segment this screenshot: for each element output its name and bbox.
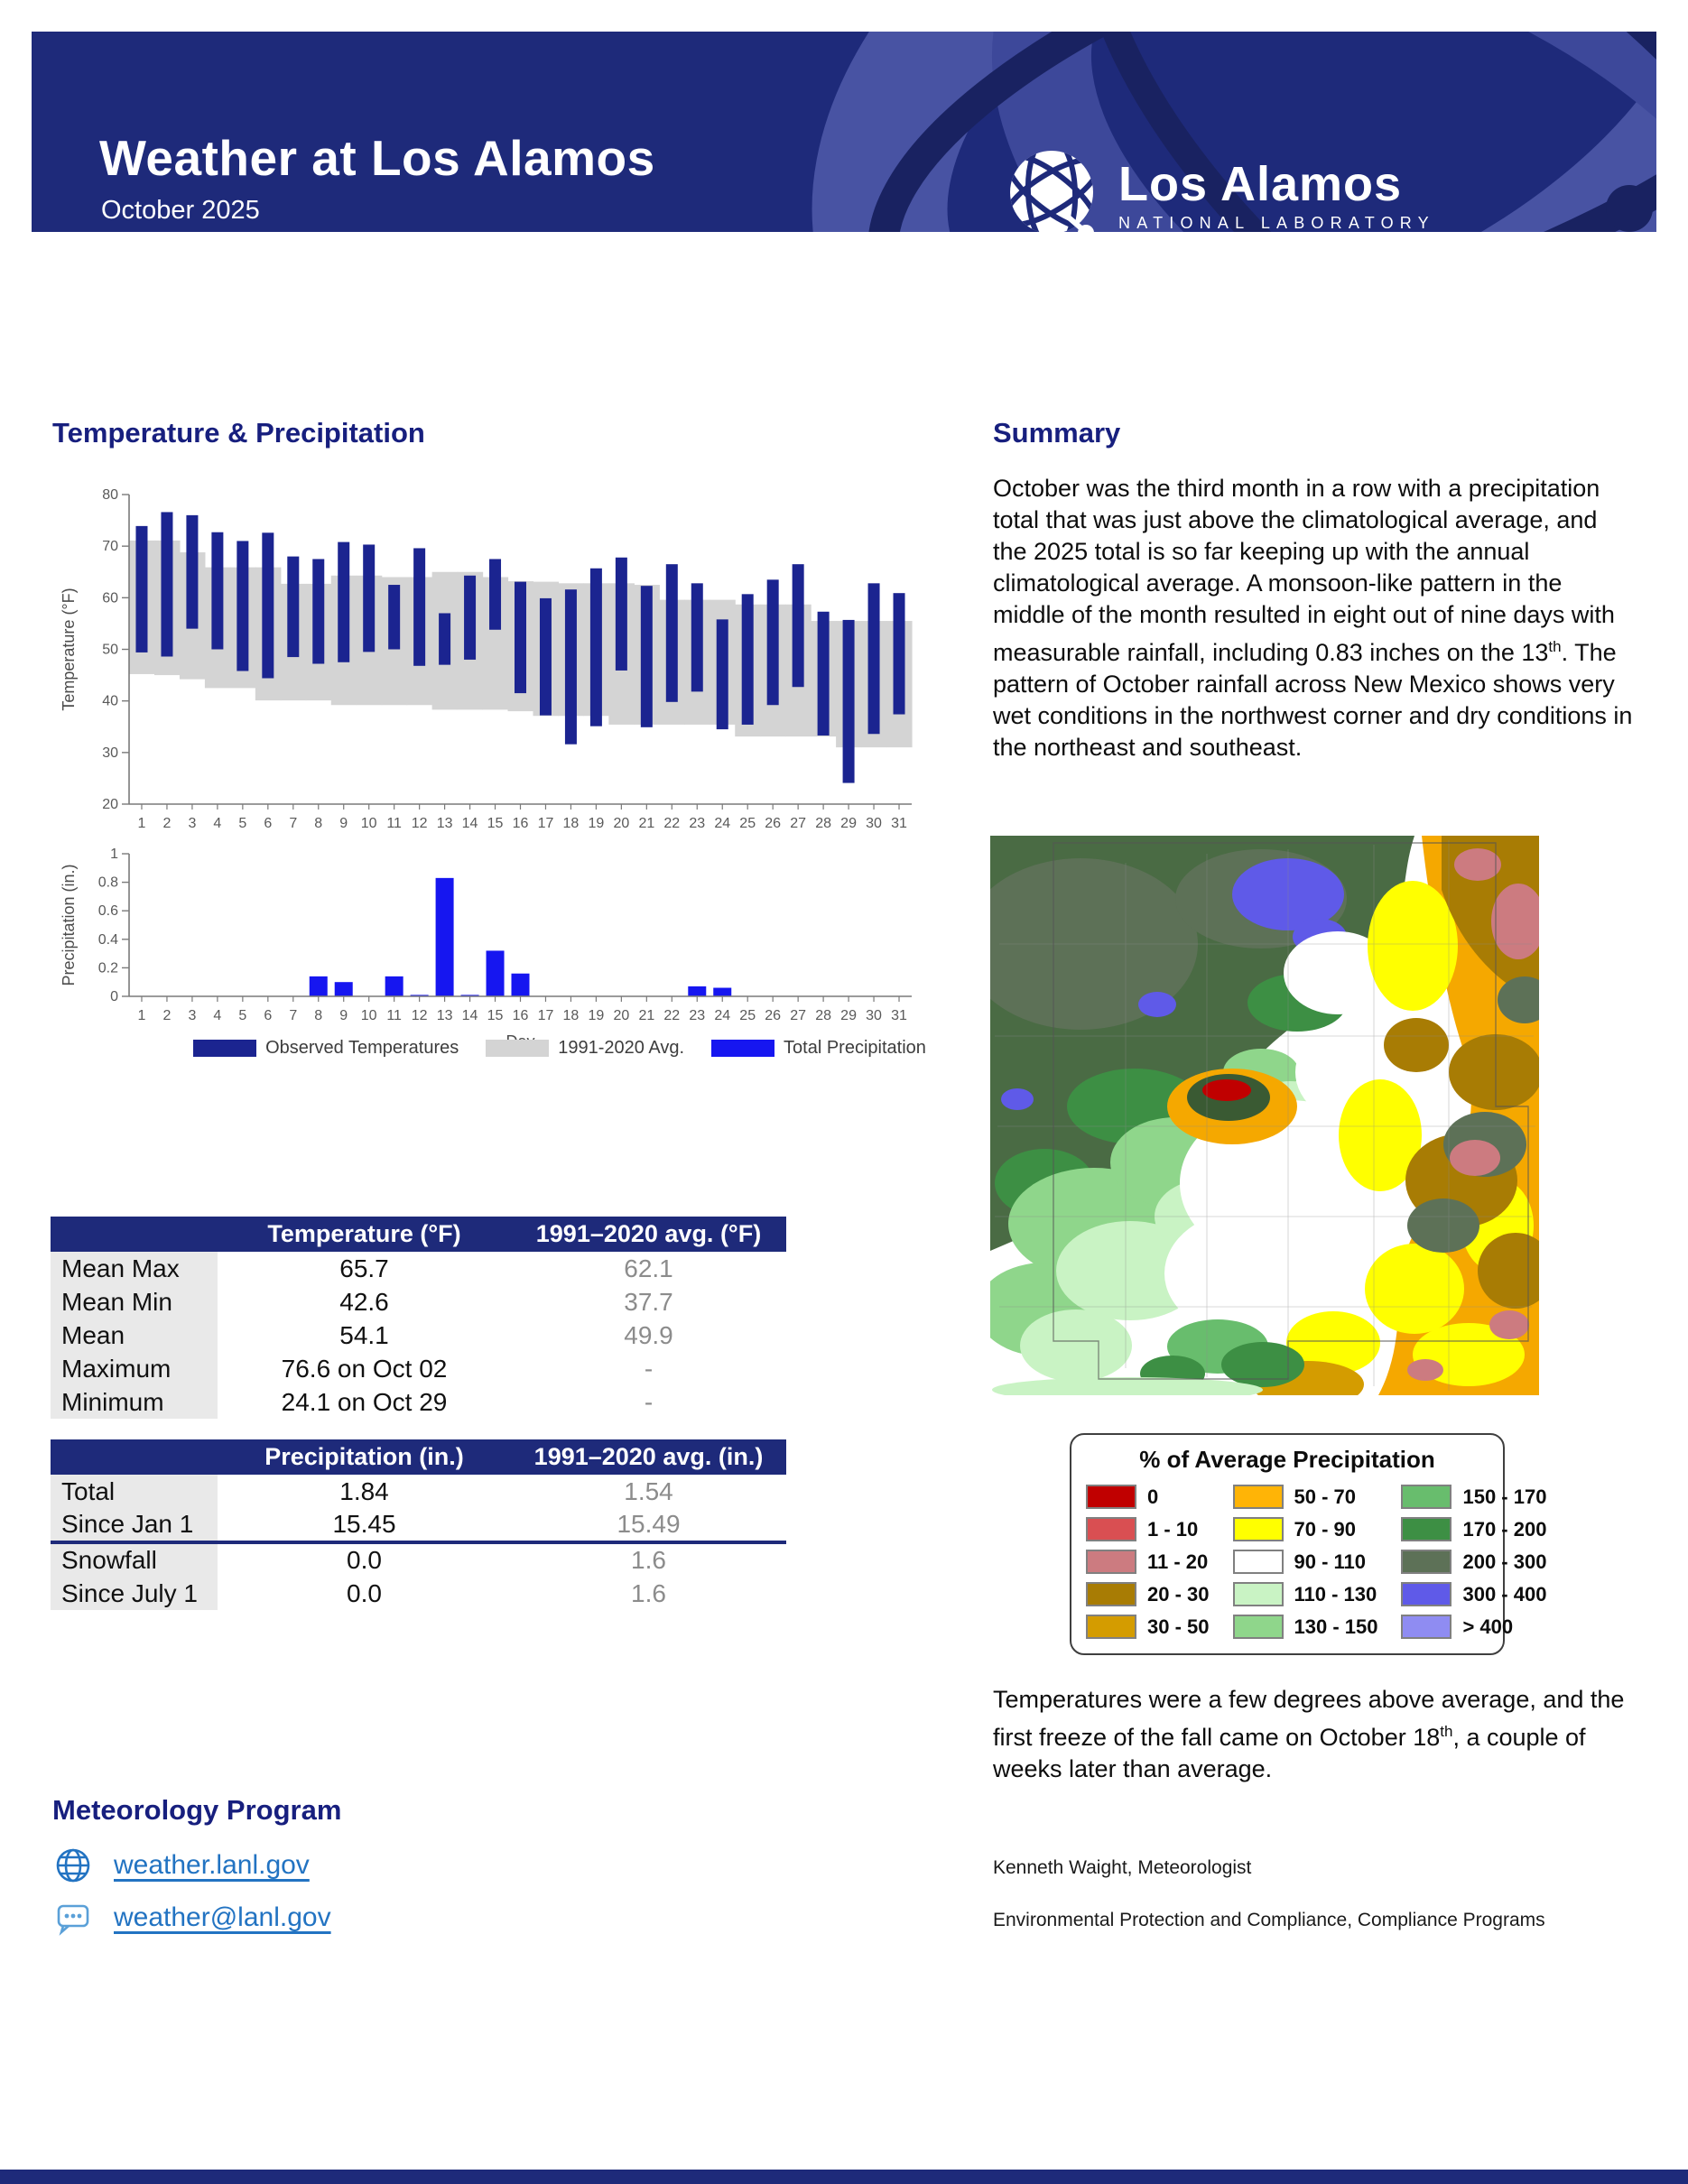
legend-entry (1401, 1485, 1546, 1509)
website-link-row (54, 1846, 331, 1884)
svg-text:0.8: 0.8 (97, 875, 118, 891)
row-label: Minimum (51, 1385, 218, 1419)
row-label: Mean (51, 1319, 218, 1352)
legend-1991-2020-avg (486, 1038, 684, 1059)
svg-text:13: 13 (436, 816, 453, 831)
ordinal-superscript: th (1548, 638, 1562, 655)
avg-col-header: 1991–2020 avg. (in.) (511, 1439, 786, 1475)
legend-entry (1401, 1582, 1546, 1606)
legend-range-label: 0 (1147, 1485, 1159, 1508)
svg-text:3: 3 (188, 1008, 197, 1023)
row-label: Since Jan 1 (51, 1508, 218, 1542)
legend-entry (1086, 1615, 1210, 1639)
total-precipitation-swatch (711, 1040, 774, 1057)
svg-text:2: 2 (162, 1008, 172, 1023)
svg-text:14: 14 (461, 1008, 478, 1023)
legend-range-label: 50 - 70 (1294, 1485, 1356, 1508)
row-avg: 1.6 (511, 1542, 786, 1577)
svg-text:18: 18 (562, 816, 580, 831)
svg-text:30: 30 (102, 745, 118, 761)
precipitation-col-header: Precipitation (in.) (218, 1439, 511, 1475)
legend-swatch (1233, 1615, 1284, 1639)
svg-text:10: 10 (360, 816, 377, 831)
svg-text:17: 17 (537, 1008, 554, 1023)
map-legend-title: % of Average Precipitation (1139, 1446, 1435, 1473)
table-row (51, 1319, 786, 1352)
legend-entry (1233, 1615, 1378, 1639)
svg-text:25: 25 (739, 816, 756, 831)
svg-text:19: 19 (588, 816, 605, 831)
legend-swatch (1086, 1615, 1136, 1639)
row-value: 65.7 (339, 1254, 389, 1282)
svg-text:24: 24 (714, 816, 731, 831)
legend-range-label: 1 - 10 (1147, 1517, 1199, 1541)
svg-text:2: 2 (162, 816, 172, 831)
map-legend (1070, 1433, 1547, 1655)
summary-paragraph (993, 473, 1636, 763)
row-avg: 62.1 (624, 1254, 673, 1282)
svg-text:5: 5 (238, 1008, 247, 1023)
svg-text:13: 13 (436, 1008, 453, 1023)
page-title: Weather at Los Alamos (99, 130, 655, 186)
svg-text:9: 9 (339, 816, 348, 831)
legend-swatch (1233, 1485, 1284, 1509)
avg-col-header: 1991–2020 avg. (°F) (511, 1217, 786, 1252)
row-avg: - (644, 1387, 654, 1416)
row-value: 1.84 (339, 1476, 389, 1505)
legend-label: Observed Temperatures (265, 1038, 459, 1058)
svg-text:18: 18 (562, 1008, 580, 1023)
svg-text:12: 12 (411, 1008, 428, 1023)
row-label: Mean Min (51, 1285, 218, 1319)
svg-text:0.2: 0.2 (97, 960, 118, 976)
chart-legend (162, 1038, 957, 1059)
svg-text:3: 3 (188, 816, 197, 831)
row-value: 0.0 (218, 1542, 511, 1577)
row-label: Mean Max (51, 1252, 218, 1285)
avg-band-swatch (486, 1040, 549, 1057)
legend-swatch (1401, 1517, 1451, 1541)
svg-text:26: 26 (765, 816, 782, 831)
summary-text: October was the third month in a row with a precipitation total that was just above the climatological average, and the 2025 total is so far keeping up with the annual climatological average. A monsoon-like pattern in the middle of the month resulted in eight out of nine days with measurable rainfall, including 0.83 inches on the 13 (993, 475, 1615, 666)
legend-entry (1401, 1615, 1546, 1639)
svg-text:26: 26 (765, 1008, 782, 1023)
svg-text:11: 11 (386, 1008, 402, 1023)
svg-text:28: 28 (815, 816, 832, 831)
row-value: 24.1 on Oct 29 (281, 1387, 448, 1416)
table-row (51, 1475, 786, 1508)
legend-entry (1086, 1485, 1210, 1509)
svg-text:6: 6 (264, 1008, 273, 1023)
map-legend-grid (1086, 1485, 1547, 1639)
svg-text:60: 60 (102, 590, 118, 606)
svg-text:70: 70 (102, 539, 118, 555)
legend-range-label: 300 - 400 (1462, 1582, 1547, 1606)
legend-range-label: 130 - 150 (1294, 1615, 1378, 1638)
precipitation-table (51, 1439, 786, 1610)
svg-text:22: 22 (663, 1008, 681, 1023)
svg-text:Temperature (°F): Temperature (°F) (60, 588, 78, 711)
section-title-summary: Summary (993, 417, 1121, 449)
svg-text:15: 15 (487, 816, 504, 831)
row-value: 15.45 (332, 1510, 396, 1538)
svg-text:Precipitation (in.): Precipitation (in.) (60, 864, 78, 986)
legend-swatch (1401, 1582, 1451, 1606)
svg-text:7: 7 (289, 1008, 298, 1023)
author-credit: Kenneth Waight, Meteorologist (993, 1857, 1252, 1878)
svg-text:50: 50 (102, 642, 118, 658)
svg-text:27: 27 (790, 816, 807, 831)
table-header-row (51, 1439, 786, 1475)
table-header-row (51, 1217, 786, 1252)
svg-text:11: 11 (386, 816, 402, 831)
svg-text:14: 14 (461, 816, 478, 831)
temperature-chart (54, 486, 921, 847)
legend-range-label: 70 - 90 (1294, 1517, 1356, 1541)
page-subtitle: October 2025 (101, 196, 260, 225)
svg-text:1: 1 (137, 1008, 146, 1023)
legend-entry (1086, 1550, 1210, 1574)
legend-entry (1086, 1517, 1210, 1541)
svg-text:29: 29 (840, 816, 857, 831)
legend-swatch (1086, 1485, 1136, 1509)
legend-range-label: 20 - 30 (1147, 1582, 1210, 1606)
legend-label: Total Precipitation (784, 1038, 926, 1058)
row-avg: - (644, 1354, 654, 1383)
svg-text:23: 23 (689, 1008, 706, 1023)
section-title-meteorology-program: Meteorology Program (52, 1794, 342, 1826)
svg-text:4: 4 (213, 1008, 222, 1023)
legend-swatch (1233, 1582, 1284, 1606)
precipitation-chart (54, 847, 921, 1063)
ordinal-superscript: th (1440, 1723, 1453, 1740)
row-value: 42.6 (339, 1287, 389, 1316)
legend-swatch (1086, 1582, 1136, 1606)
svg-text:15: 15 (487, 1008, 504, 1023)
table-row (51, 1252, 786, 1285)
svg-text:30: 30 (866, 816, 882, 831)
legend-entry (1233, 1517, 1378, 1541)
row-avg: 1.6 (631, 1578, 666, 1607)
svg-text:4: 4 (213, 816, 222, 831)
svg-text:9: 9 (339, 1008, 348, 1023)
row-avg: 37.7 (624, 1287, 673, 1316)
legend-swatch (1401, 1550, 1451, 1574)
temperature-col-header: Temperature (°F) (218, 1217, 511, 1252)
legend-swatch (1086, 1550, 1136, 1574)
table-row (51, 1542, 786, 1577)
legend-swatch (1401, 1615, 1451, 1639)
svg-text:20: 20 (613, 1008, 630, 1023)
lanl-logo (1006, 142, 1435, 232)
table-row (51, 1577, 786, 1610)
legend-entry (1233, 1582, 1378, 1606)
table-row (51, 1285, 786, 1319)
svg-text:31: 31 (891, 816, 907, 831)
legend-entry (1086, 1582, 1210, 1606)
atom-icon (1006, 142, 1100, 232)
closing-text: , a couple of weeks later than average. (993, 1724, 1586, 1782)
closing-paragraph (993, 1684, 1652, 1785)
closing-text: Temperatures were a few degrees above average, and the first freeze of the fall came on October 18 (993, 1686, 1625, 1751)
row-label: Since July 1 (51, 1577, 218, 1610)
legend-range-label: 90 - 110 (1294, 1550, 1367, 1573)
section-title-temperature-precipitation: Temperature & Precipitation (52, 417, 425, 449)
svg-text:27: 27 (790, 1008, 807, 1023)
row-value: 76.6 on Oct 02 (281, 1354, 448, 1383)
svg-text:24: 24 (714, 1008, 731, 1023)
svg-text:6: 6 (264, 816, 273, 831)
table-row (51, 1385, 786, 1419)
legend-range-label: > 400 (1462, 1615, 1514, 1638)
svg-text:40: 40 (102, 693, 118, 709)
svg-text:31: 31 (891, 1008, 907, 1023)
svg-text:0.6: 0.6 (97, 903, 118, 920)
empty-header-cell (51, 1217, 218, 1252)
precipitation-map (990, 836, 1539, 1395)
row-label: Maximum (51, 1352, 218, 1385)
email-link-row (54, 1899, 331, 1937)
svg-text:10: 10 (360, 1008, 377, 1023)
legend-range-label: 170 - 200 (1462, 1517, 1547, 1541)
legend-entry (1233, 1485, 1378, 1509)
svg-text:0.4: 0.4 (97, 931, 118, 948)
svg-text:30: 30 (866, 1008, 882, 1023)
svg-text:17: 17 (537, 816, 554, 831)
legend-range-label: 11 - 20 (1147, 1550, 1209, 1573)
svg-text:21: 21 (638, 816, 655, 831)
organization-credit: Environmental Protection and Compliance, Compliance Programs (993, 1910, 1545, 1930)
table-row (51, 1352, 786, 1385)
legend-observed-temperatures (193, 1038, 459, 1059)
legend-entry (1233, 1550, 1378, 1574)
logo-tagline: NATIONAL LABORATORY (1118, 213, 1435, 232)
svg-text:28: 28 (815, 1008, 832, 1023)
svg-text:8: 8 (314, 816, 323, 831)
svg-text:5: 5 (238, 816, 247, 831)
svg-text:16: 16 (512, 816, 529, 831)
svg-text:1: 1 (137, 816, 146, 831)
legend-entry (1401, 1550, 1546, 1574)
row-value: 0.0 (347, 1578, 382, 1607)
row-avg: 15.49 (617, 1510, 681, 1538)
legend-total-precipitation (711, 1038, 926, 1059)
svg-text:22: 22 (663, 816, 681, 831)
meteorology-links (54, 1846, 331, 1937)
legend-swatch (1233, 1517, 1284, 1541)
legend-range-label: 200 - 300 (1462, 1550, 1547, 1573)
svg-text:16: 16 (512, 1008, 529, 1023)
temperature-table (51, 1217, 786, 1419)
legend-range-label: 110 - 130 (1294, 1582, 1377, 1606)
empty-header-cell (51, 1439, 218, 1475)
svg-text:19: 19 (588, 1008, 605, 1023)
svg-text:29: 29 (840, 1008, 857, 1023)
svg-text:7: 7 (289, 816, 298, 831)
svg-text:12: 12 (411, 816, 428, 831)
legend-range-label: 30 - 50 (1147, 1615, 1210, 1638)
row-avg: 49.9 (624, 1320, 673, 1349)
svg-text:8: 8 (314, 1008, 323, 1023)
legend-range-label: 150 - 170 (1462, 1485, 1547, 1508)
table-row (51, 1508, 786, 1542)
svg-text:23: 23 (689, 816, 706, 831)
header-banner (32, 32, 1656, 232)
svg-text:1: 1 (110, 847, 118, 862)
legend-swatch (1086, 1517, 1136, 1541)
row-value: 54.1 (339, 1320, 389, 1349)
svg-text:80: 80 (102, 487, 118, 503)
legend-swatch (1233, 1550, 1284, 1574)
legend-label: 1991-2020 Avg. (558, 1038, 685, 1058)
svg-text:20: 20 (102, 797, 118, 812)
row-label: Snowfall (51, 1542, 218, 1577)
row-label: Total (51, 1475, 218, 1508)
svg-text:0: 0 (110, 989, 118, 1004)
svg-text:21: 21 (638, 1008, 655, 1023)
weather-email-link[interactable]: weather@lanl.gov (114, 1902, 331, 1932)
globe-icon (54, 1846, 92, 1884)
row-avg: 1.54 (624, 1476, 673, 1505)
summary-text: . The pattern of October rainfall across New Mexico shows very wet conditions in the northwest corner and dry conditions in the northeast and southeast. (993, 639, 1633, 761)
footer-bar (0, 2170, 1688, 2184)
svg-text:20: 20 (613, 816, 630, 831)
legend-swatch (1401, 1485, 1451, 1509)
chat-icon (54, 1899, 92, 1937)
weather-website-link[interactable]: weather.lanl.gov (114, 1850, 310, 1880)
svg-text:25: 25 (739, 1008, 756, 1023)
observed-temperatures-swatch (193, 1040, 256, 1057)
logo-wordmark: Los Alamos (1118, 156, 1403, 211)
legend-entry (1401, 1517, 1546, 1541)
